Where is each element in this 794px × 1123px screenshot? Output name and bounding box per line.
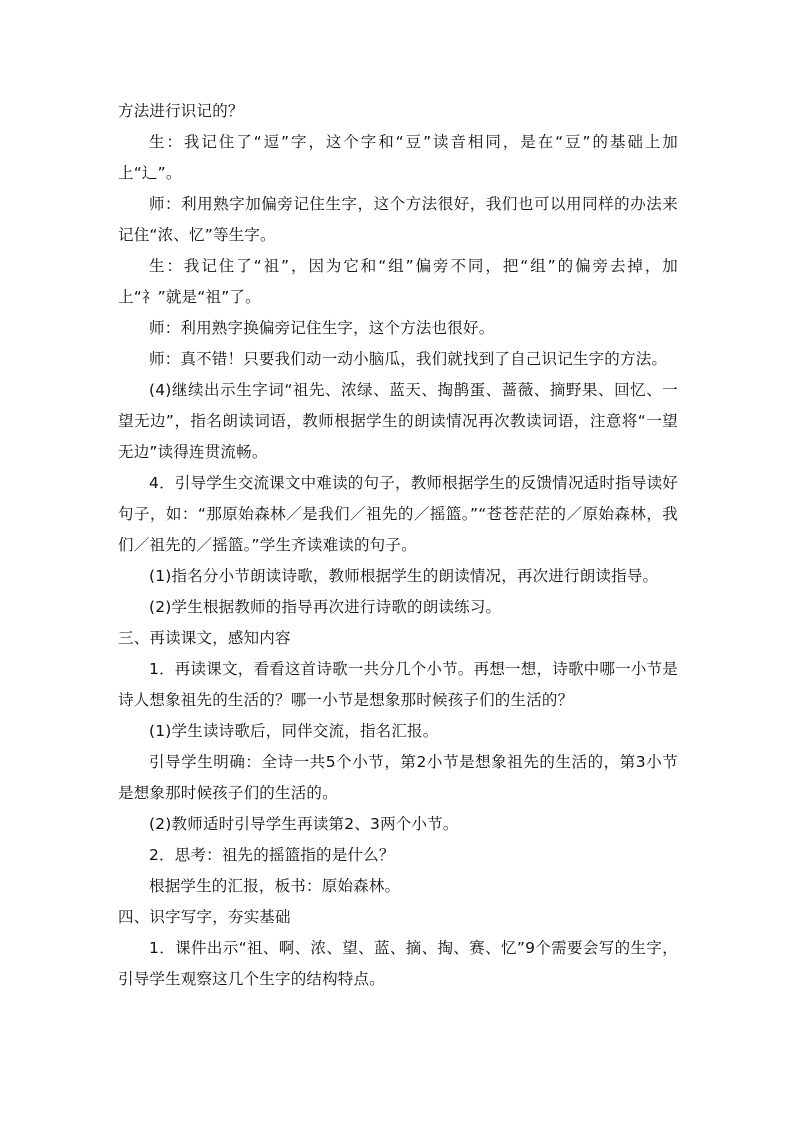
paragraph-7: (4)继续出示生字词“祖先、浓绿、蓝天、掏鹊蛋、蔷薇、摘野果、回忆、一望无边”，指名朗读词语，教师根据学生的朗读情况再次教读词语，注意将“一望无边”读得连贯流畅。	[118, 381, 678, 461]
paragraph-2: 生：我记住了“逗”字，这个字和“豆”读音相同，是在“豆”的基础上加上“辶”。	[118, 133, 678, 182]
paragraph-1: 方法进行识记的？	[118, 102, 244, 120]
paragraph-5: 师：利用熟字换偏旁记住生字，这个方法也很好。	[149, 319, 495, 337]
paragraph-6: 师：真不错！只要我们动一动小脑瓜，我们就找到了自己识记生字的方法。	[149, 350, 668, 368]
paragraph-4: 生：我记住了“祖”，因为它和“组”偏旁不同，把“组”的偏旁去掉，加上“礻”就是“祖”了。	[118, 257, 678, 306]
paragraph-8: 4．引导学生交流课文中难读的句子，教师根据学生的反馈情况适时指导读好句子，如：“那原始森林／是我们／祖先的／摇篮。”“苍苍茫茫的／原始森林，我们／祖先的／摇篮。”学生齐读难读的句子。	[118, 474, 678, 554]
section-heading-3: 三、再读课文，感知内容	[118, 629, 291, 647]
document-body	[118, 96, 678, 995]
paragraph-13: (1)学生读诗歌后，同伴交流，指名汇报。	[149, 722, 439, 740]
paragraph-14: 引导学生明确：全诗一共5个小节，第2小节是想象祖先的生活的，第3小节是想象那时候孩子们的生活的。	[118, 753, 678, 802]
section-heading-4: 四、识字写字，夯实基础	[118, 908, 291, 926]
paragraph-3: 师：利用熟字加偏旁记住生字，这个方法很好，我们也可以用同样的办法来记住“浓、忆”等生字。	[118, 195, 678, 244]
paragraph-10: (2)学生根据教师的指导再次进行诗歌的朗读练习。	[149, 598, 502, 616]
paragraph-16: 2．思考：祖先的摇篮指的是什么？	[149, 846, 395, 864]
paragraph-19: 1．课件出示“祖、啊、浓、望、蓝、摘、掏、赛、忆”9个需要会写的生字，引导学生观察这几个生字的结构特点。	[118, 939, 678, 988]
paragraph-12: 1．再读课文，看看这首诗歌一共分几个小节。再想一想，诗歌中哪一小节是诗人想象祖先的生活的？哪一小节是想象那时候孩子们的生活的？	[118, 660, 678, 709]
paragraph-9: (1)指名分小节朗读诗歌，教师根据学生的朗读情况，再次进行朗读指导。	[149, 567, 659, 585]
paragraph-15: (2)教师适时引导学生再读第2、3两个小节。	[149, 815, 459, 833]
paragraph-17: 根据学生的汇报，板书：原始森林。	[149, 877, 401, 895]
